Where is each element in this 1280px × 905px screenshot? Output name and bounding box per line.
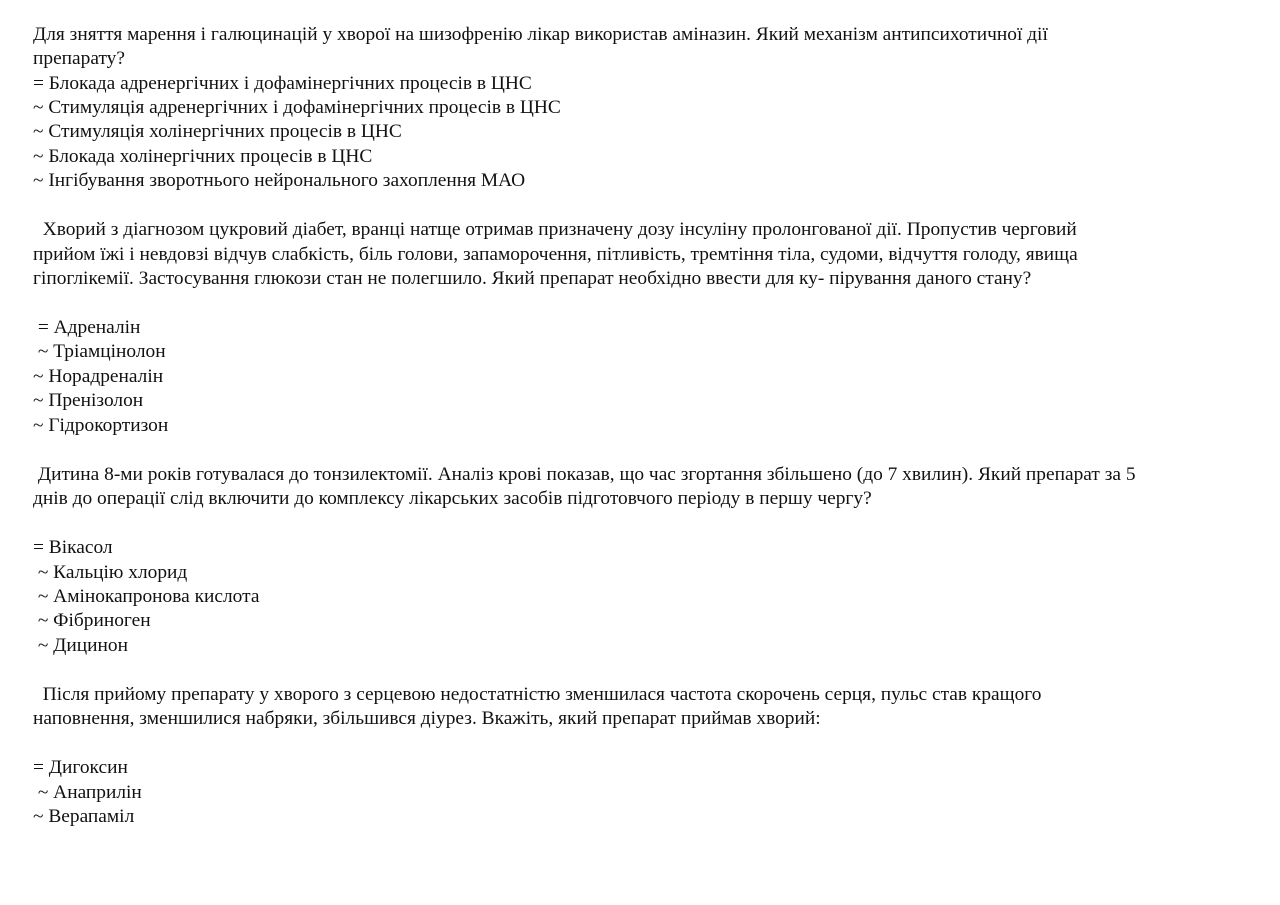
question-1-answer-4: ~ Блокада холінергічних процесів в ЦНС [33, 146, 373, 167]
question-4-answer-3: ~ Верапаміл [33, 806, 135, 827]
question-2-text-line-3: гіпоглікемії. Застосування глюкози стан не полегшило. Який препарат необхідно ввести для ку- пірування даного стану? [33, 268, 1032, 289]
question-1-text-line-2: препарату? [33, 48, 125, 69]
question-4-text-line-2: наповнення, зменшилися набряки, збільшився діурез. Вкажіть, який препарат приймав хворий: [33, 708, 821, 729]
question-3-text-line-2: днів до операції слід включити до комплексу лікарських засобів підготовчого періоду в першу чергу? [33, 488, 872, 509]
question-3-answer-2: ~ Кальцію хлорид [33, 562, 188, 583]
question-3-answer-4: ~ Фібриноген [33, 610, 151, 631]
question-1-answer-2: ~ Стимуляція адренергічних і дофамінергічних процесів в ЦНС [33, 97, 561, 118]
question-4-answer-1: = Дигоксин [33, 757, 128, 778]
question-2-answer-5: ~ Гідрокортизон [33, 415, 169, 436]
question-2-text-line-2: прийом їжі і невдовзі відчув слабкість, біль голови, запаморочення, пітливість, тремтіння тіла, судоми, відчуття голоду, явища [33, 244, 1078, 265]
question-3-answer-3: ~ Амінокапронова кислота [33, 586, 260, 607]
question-4-text-line-1: Після прийому препарату у хворого з серцевою недостатністю зменшилася частота скорочень серця, пульс став кращого [33, 684, 1042, 705]
question-1-answer-5: ~ Інгібування зворотнього нейронального захоплення МАО [33, 170, 526, 191]
question-2-answer-3: ~ Норадреналін [33, 366, 164, 387]
question-1-text-line-1: Для зняття марення і галюцинацій у хворої на шизофренію лікар використав аміназин. Який механізм антипсихотичної дії [33, 24, 1048, 45]
question-1-answer-3: ~ Стимуляція холінергічних процесів в ЦНС [33, 121, 402, 142]
question-3-answer-1: = Вікасол [33, 537, 113, 558]
question-4-answer-2: ~ Анаприлін [33, 782, 142, 803]
question-1-answer-1: = Блокада адренергічних і дофамінергічних процесів в ЦНС [33, 73, 532, 94]
question-2-answer-1: = Адреналін [33, 317, 141, 338]
question-2-answer-2: ~ Тріамцінолон [33, 341, 166, 362]
question-3-text-line-1: Дитина 8-ми років готувалася до тонзилектомії. Аналіз крові показав, що час згортання збільшено (до 7 хвилин). Який препарат за 5 [33, 464, 1136, 485]
question-2-text-line-1: Хворий з діагнозом цукровий діабет, вранці натще отримав призначену дозу інсуліну пролонгованої дії. Пропустив черговий [33, 219, 1077, 240]
question-2-answer-4: ~ Пренізолон [33, 390, 144, 411]
question-3-answer-5: ~ Дицинон [33, 635, 128, 656]
